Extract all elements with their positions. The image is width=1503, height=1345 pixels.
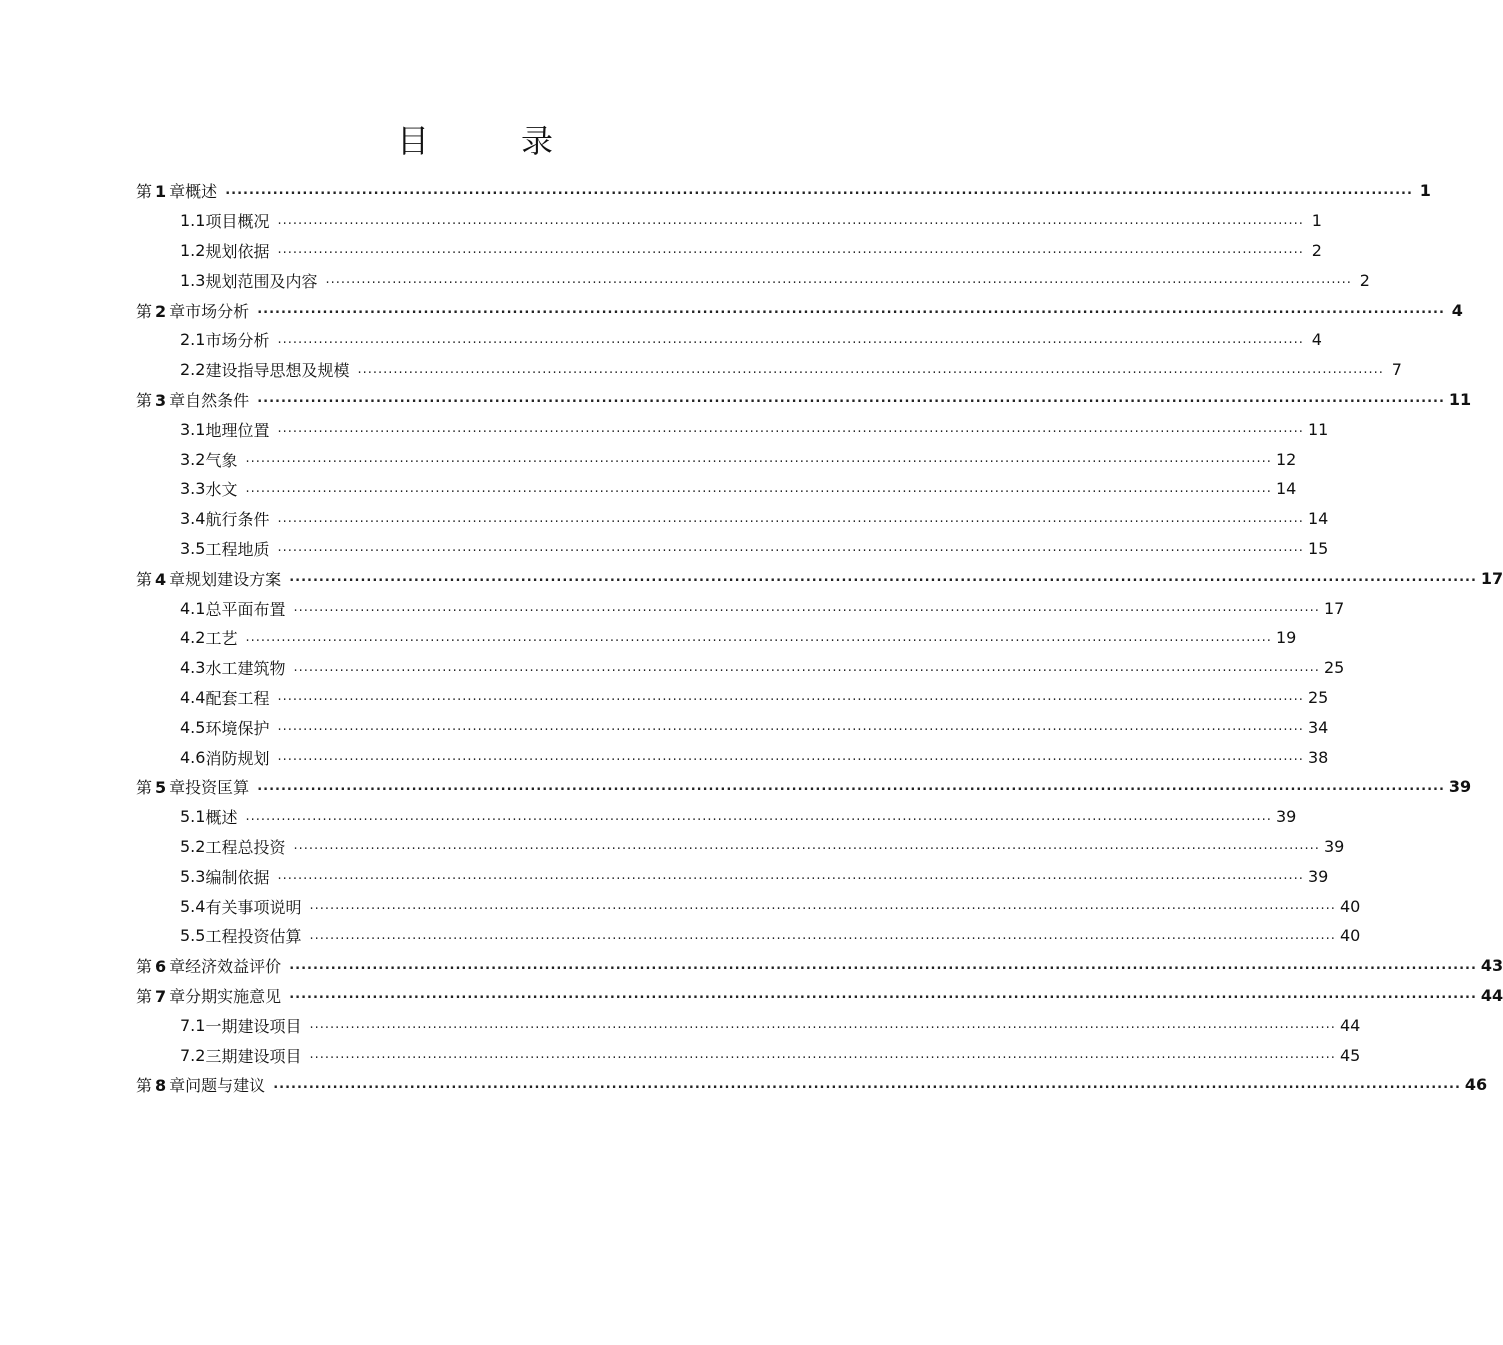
toc-chapter-entry[interactable] [0,563,1503,593]
toc-section-entry[interactable] [0,861,1329,891]
toc-page-number: 1 [1419,181,1431,201]
toc-page-number: 40 [1339,926,1361,946]
chapter-number [136,775,185,798]
dot-leader: ........................................................................................................................................................................................................ [277,540,1304,556]
toc-entry-title: 市场分析 [205,331,270,351]
section-number: 4.5 [180,717,206,737]
toc-entry-title: 消防规划 [205,748,270,768]
section-number: 5.5 [180,926,206,946]
dot-leader: ........................................................................................................................................................................................................ [257,778,1445,794]
section-number: 5.1 [180,807,206,827]
chapter-number [136,954,185,977]
dot-leader: ........................................................................................................................................................................................................ [309,1017,1336,1033]
toc-section-entry[interactable] [0,1040,1361,1070]
dot-leader: ........................................................................................................................................................................................................ [277,331,1304,347]
chapter-suffix: 章 [169,778,186,798]
dot-leader: ........................................................................................................................................................................................................ [289,570,1477,586]
toc-section-entry[interactable] [0,474,1297,504]
toc-page-number: 46 [1464,1075,1488,1095]
toc-entry-title: 分期实施意见 [185,986,282,1006]
chapter-number [136,179,185,202]
toc-page-number: 25 [1307,687,1329,707]
toc-section-entry[interactable] [0,236,1322,266]
toc-chapter-entry[interactable] [0,385,1472,415]
toc-page-number: 2 [1359,270,1370,290]
dot-leader: ........................................................................................................................................................................................................ [277,421,1304,437]
toc-chapter-entry[interactable] [0,951,1503,981]
chapter-number [136,388,185,411]
toc-page-number: 14 [1307,509,1329,529]
dot-leader: ........................................................................................................................................................................................................ [257,302,1445,318]
toc-section-entry[interactable] [0,355,1402,385]
toc-entry-title: 经济效益评价 [185,957,282,977]
section-number: 3.2 [180,449,206,469]
dot-leader: ........................................................................................................................................................................................................ [293,600,1320,616]
dot-leader: ........................................................................................................................................................................................................ [245,451,1272,467]
toc-entry-title: 建设指导思想及规模 [205,361,350,381]
toc-section-entry[interactable] [0,921,1361,951]
chapter-num: 5 [155,778,167,798]
chapter-prefix: 第 [136,1076,153,1096]
toc-section-entry[interactable] [0,891,1361,921]
toc-section-entry[interactable] [0,593,1345,623]
section-number: 5.3 [180,866,206,886]
toc-entry-title: 地理位置 [205,420,270,440]
toc-entry-title: 一期建设项目 [205,1016,302,1036]
toc-entry-title: 工艺 [205,629,238,649]
dot-leader: ........................................................................................................................................................................................................ [245,480,1272,496]
toc-page-number: 11 [1448,389,1472,409]
page-title: 目 录 [396,122,583,160]
toc-page-number: 38 [1307,747,1329,767]
section-number: 2.1 [180,330,206,350]
chapter-prefix: 第 [136,986,153,1006]
toc-entry-title: 气象 [205,450,238,470]
chapter-suffix: 章 [169,986,186,1006]
toc-page-number: 44 [1480,985,1503,1005]
toc-entry-title: 市场分析 [185,301,250,321]
chapter-number [136,1073,185,1096]
toc-page-number: 4 [1311,330,1322,350]
toc-chapter-entry[interactable] [0,176,1431,206]
toc-chapter-entry[interactable] [0,1070,1488,1100]
toc-entry-title: 规划建设方案 [185,569,282,589]
chapter-num: 4 [155,569,167,589]
chapter-prefix: 第 [136,390,153,410]
toc-section-entry[interactable] [0,534,1329,564]
chapter-suffix: 章 [169,182,186,202]
dot-leader: ........................................................................................................................................................................................................ [309,1047,1336,1062]
toc-entry-title: 规划范围及内容 [205,271,318,291]
chapter-suffix: 章 [169,390,186,410]
toc-page-number: 17 [1323,598,1345,618]
chapter-prefix: 第 [136,957,153,977]
dot-leader: ........................................................................................................................................................................................................ [289,957,1477,973]
section-number: 7.2 [180,1045,206,1065]
toc-section-entry[interactable] [0,206,1322,236]
section-number: 4.4 [180,687,206,707]
chapter-number [136,299,185,322]
toc-entry-title: 三期建设项目 [205,1046,302,1066]
toc-chapter-entry[interactable] [0,772,1472,802]
toc-page-number: 11 [1307,419,1329,439]
toc-page-number: 14 [1275,479,1297,499]
section-number: 1.2 [180,240,206,260]
toc-entry-title: 航行条件 [205,510,270,530]
toc-section-entry[interactable] [0,623,1297,653]
chapter-num: 1 [155,182,167,202]
chapter-num: 6 [155,957,167,977]
dot-leader: ........................................................................................................................................................................................................ [289,987,1477,1003]
dot-leader: ........................................................................................................................................................................................................ [357,361,1384,377]
toc-entry-title: 投资匡算 [185,778,250,798]
toc-section-entry[interactable] [0,742,1329,772]
chapter-num: 7 [155,986,167,1006]
toc-entry-title: 问题与建议 [185,1076,266,1096]
chapter-suffix: 章 [169,301,186,321]
chapter-prefix: 第 [136,569,153,589]
toc-section-entry[interactable] [0,444,1297,474]
toc-section-entry[interactable] [0,414,1329,444]
toc-page-number: 43 [1480,956,1503,976]
section-number: 3.3 [180,479,206,499]
toc-section-entry[interactable] [0,683,1329,713]
toc-section-entry[interactable] [0,653,1345,683]
toc-page-number: 39 [1307,866,1329,886]
chapter-suffix: 章 [169,957,186,977]
dot-leader: ........................................................................................................................................................................................................ [225,182,1413,198]
toc-page-number: 4 [1451,300,1463,320]
toc-entry-title: 工程地质 [205,539,270,559]
section-number: 5.2 [180,836,206,856]
section-number: 1.3 [180,270,206,290]
section-number: 4.1 [180,598,206,618]
dot-leader: ........................................................................................................................................................................................................ [293,659,1320,675]
toc-page-number: 45 [1339,1045,1361,1065]
toc-page-number: 1 [1311,211,1322,231]
dot-leader: ........................................................................................................................................................................................................ [273,1076,1461,1092]
toc-page-number: 19 [1275,628,1297,648]
dot-leader: ........................................................................................................................................................................................................ [277,242,1304,258]
toc-entry-title: 有关事项说明 [205,897,302,917]
dot-leader: ........................................................................................................................................................................................................ [309,927,1336,943]
dot-leader: ........................................................................................................................................................................................................ [277,868,1304,884]
toc-section-entry[interactable] [0,1010,1361,1040]
toc-entry-title: 概述 [205,808,238,828]
dot-leader: ........................................................................................................................................................................................................ [325,272,1352,288]
toc-page-number: 2 [1311,240,1322,260]
toc-section-entry[interactable] [0,504,1329,534]
dot-leader: ........................................................................................................................................................................................................ [277,510,1304,526]
toc-section-entry[interactable] [0,832,1345,862]
dot-leader: ........................................................................................................................................................................................................ [245,629,1272,645]
toc-entry-title: 编制依据 [205,867,270,887]
toc-section-entry[interactable] [0,325,1322,355]
chapter-suffix: 章 [169,1076,186,1096]
toc-entry-title: 环境保护 [205,718,270,738]
toc-entry-title: 总平面布置 [205,599,286,619]
toc-page-number: 25 [1323,658,1345,678]
chapter-num: 8 [155,1076,167,1096]
toc-page-number: 17 [1480,568,1503,588]
toc-page-number: 39 [1323,836,1345,856]
toc-entry-title: 概述 [185,182,218,202]
section-number: 5.4 [180,896,206,916]
toc-chapter-entry[interactable] [0,295,1463,325]
dot-leader: ........................................................................................................................................................................................................ [245,808,1272,824]
toc-entry-title: 自然条件 [185,390,250,410]
dot-leader: ........................................................................................................................................................................................................ [257,391,1445,407]
section-number: 4.2 [180,628,206,648]
toc-entry-title: 工程总投资 [205,837,286,857]
section-number: 3.4 [180,509,206,529]
section-number: 3.5 [180,538,206,558]
toc-page-number: 34 [1307,717,1329,737]
dot-leader: ........................................................................................................................................................................................................ [293,838,1320,854]
toc-section-entry[interactable] [0,265,1370,295]
toc-entry-title: 水工建筑物 [205,659,286,679]
dot-leader: ........................................................................................................................................................................................................ [277,719,1304,735]
toc-section-entry[interactable] [0,712,1329,742]
toc-page-number: 12 [1275,449,1297,469]
chapter-number [136,984,185,1007]
section-number: 7.1 [180,1015,206,1035]
section-number: 4.6 [180,747,206,767]
chapter-num: 3 [155,390,167,410]
dot-leader: ........................................................................................................................................................................................................ [309,898,1336,914]
dot-leader: ........................................................................................................................................................................................................ [277,212,1304,228]
section-number: 1.1 [180,211,206,231]
chapter-prefix: 第 [136,182,153,202]
dot-leader: ........................................................................................................................................................................................................ [277,749,1304,765]
toc-page-number: 39 [1275,807,1297,827]
chapter-prefix: 第 [136,778,153,798]
section-number: 2.2 [180,360,206,380]
toc-page-number: 44 [1339,1015,1361,1035]
chapter-number [136,567,185,590]
toc-page-number: 7 [1391,360,1402,380]
table-of-contents [0,176,1503,1100]
toc-entry-title: 水文 [205,480,238,500]
chapter-prefix: 第 [136,301,153,321]
toc-section-entry[interactable] [0,802,1297,832]
toc-page-number: 40 [1339,896,1361,916]
toc-page-number: 15 [1307,538,1329,558]
chapter-num: 2 [155,301,167,321]
toc-entry-title: 工程投资估算 [205,927,302,947]
toc-page-number: 39 [1448,777,1472,797]
toc-chapter-entry[interactable] [0,981,1503,1011]
chapter-suffix: 章 [169,569,186,589]
toc-entry-title: 规划依据 [205,241,270,261]
dot-leader: ........................................................................................................................................................................................................ [277,689,1304,705]
section-number: 3.1 [180,419,206,439]
toc-entry-title: 配套工程 [205,688,270,708]
toc-entry-title: 项目概况 [205,212,270,232]
section-number: 4.3 [180,658,206,678]
